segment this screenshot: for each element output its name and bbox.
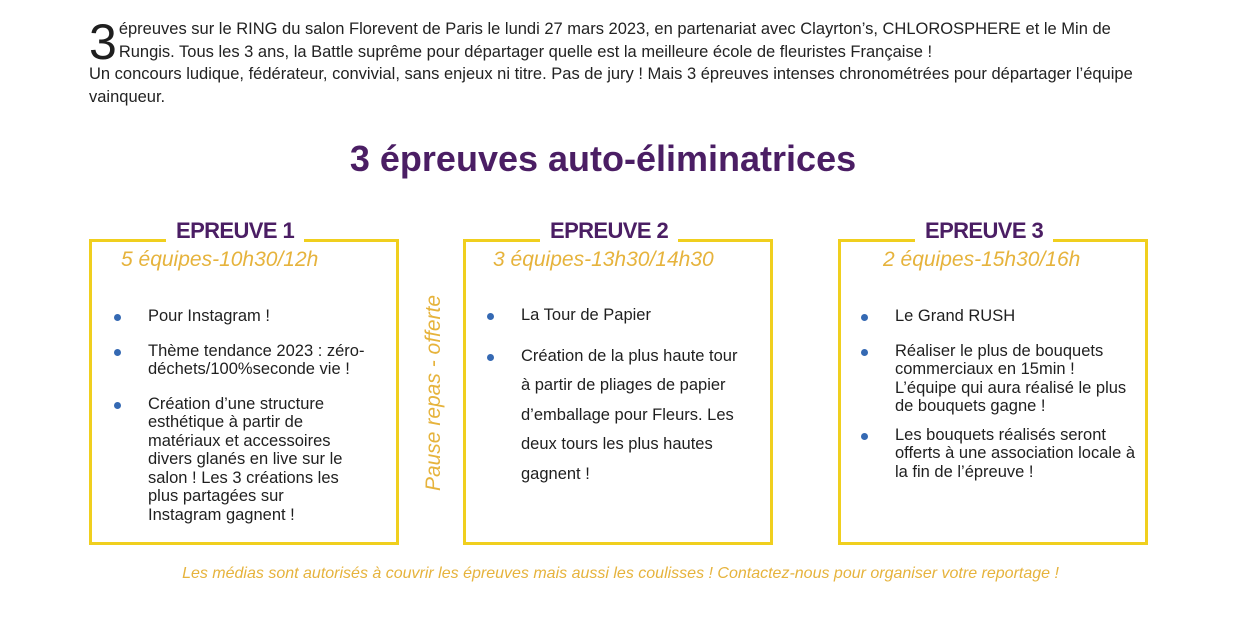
list-item: Création d’une structure esthétique à partir de matériaux et accessoires divers glanés en live sur le salon ! Les 3 créations les plus partagées sur Instagram gagnent !: [114, 395, 384, 525]
epreuve-2-subtitle: 3 équipes-13h30/14h30: [493, 248, 714, 271]
pause-label: Pause repas - offerte: [422, 294, 445, 492]
intro-paragraph-2: Un concours ludique, fédérateur, convivial, sans enjeux ni titre. Pas de jury ! Mais 3 épreuves intenses chronométrées pour départager l’équipe vainqueur.: [89, 65, 1133, 106]
epreuve-1-subtitle: 5 équipes-10h30/12h: [121, 248, 319, 271]
intro-paragraph-1: épreuves sur le RING du salon Florevent de Paris le lundi 27 mars 2023, en partenariat avec Clayrton’s, CHLOROSPHERE et le Min de Rungis. Tous les 3 ans, la Battle suprême pour départager quelle est la meilleure école de fleuristes Française !: [118, 20, 1111, 61]
epreuve-3-list: [861, 307, 1137, 497]
list-item: La Tour de Papier: [487, 301, 749, 331]
list-item: Le Grand RUSH: [861, 307, 1137, 326]
list-item: Thème tendance 2023 : zéro-déchets/100%seconde vie !: [114, 342, 384, 379]
epreuve-2-title: EPREUVE 2: [540, 218, 678, 244]
footer-note: Les médias sont autorisés à couvrir les épreuves mais aussi les coulisses ! Contactez-nous pour organiser votre reportage !: [182, 565, 1059, 582]
drop-cap: 3: [89, 14, 117, 70]
list-item: Création de la plus haute tour à partir de pliages de papier d’emballage pour Fleurs. Les deux tours les plus hautes gagnent !: [487, 342, 749, 490]
epreuve-3-title: EPREUVE 3: [915, 218, 1053, 244]
epreuve-1-list: [114, 307, 384, 540]
epreuve-1-title: EPREUVE 1: [166, 218, 304, 244]
list-item: Pour Instagram !: [114, 307, 384, 326]
list-item: Les bouquets réalisés seront offerts à une association locale à la fin de l’épreuve !: [861, 426, 1137, 482]
main-title: 3 épreuves auto-éliminatrices: [349, 138, 857, 179]
epreuve-3-subtitle: 2 équipes-15h30/16h: [883, 248, 1081, 271]
epreuve-2-list: [487, 301, 749, 500]
intro-text: [89, 14, 1169, 108]
list-item: Réaliser le plus de bouquets commerciaux en 15min ! L’équipe qui aura réalisé le plus de bouquets gagne !: [861, 342, 1137, 416]
